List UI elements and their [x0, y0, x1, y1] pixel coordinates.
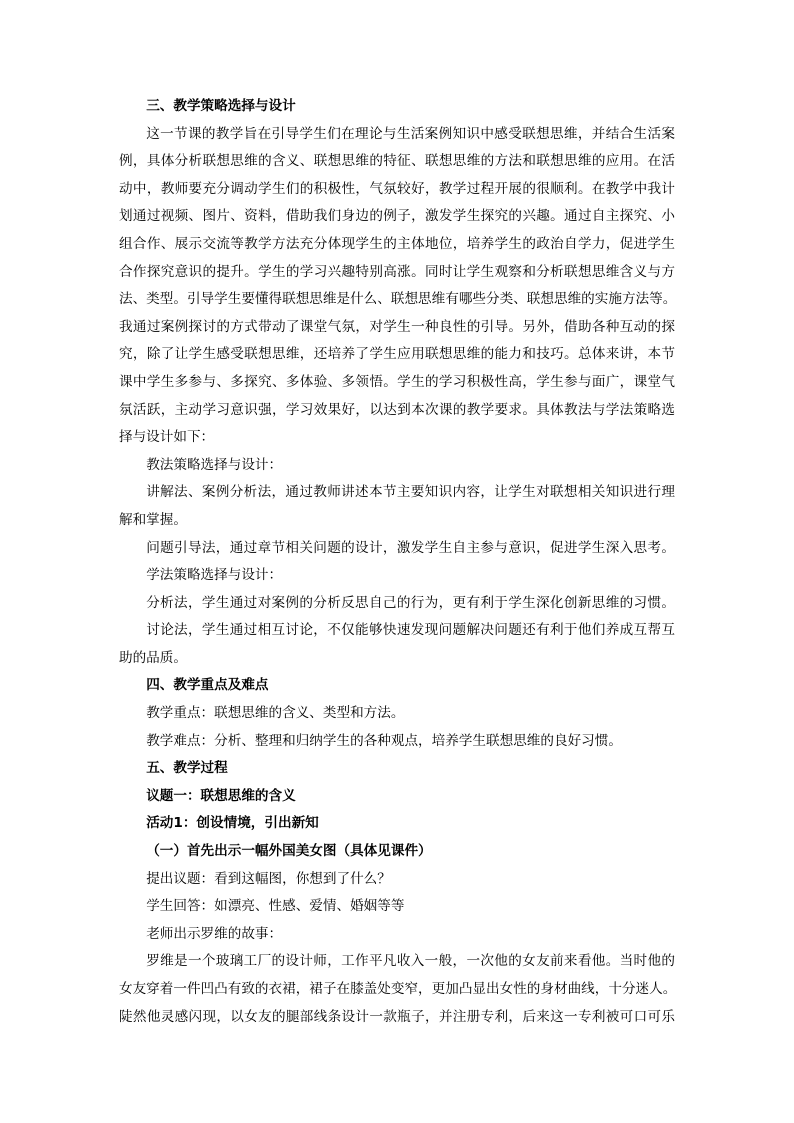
subheading-learning-method: 学法策略选择与设计：	[146, 567, 283, 584]
paragraph-line: 讨论法，学生通过相互讨论，不仅能够快速发现问题解决问题还有利于他们养成互帮互	[146, 622, 675, 639]
paragraph-line: 例，具体分析联想思维的含义、联想思维的特征、联想思维的方法和联想思维的应用。在活	[119, 153, 675, 170]
paragraph-line: 陡然他灵感闪现，以女友的腿部线条设计一款瓶子，并注册专利，后来这一专利被可口可乐	[119, 1008, 675, 1025]
paragraph-line: 问题引导法，通过章节相关问题的设计，激发学生自主参与意识，促进学生深入思考。	[146, 539, 675, 556]
section-heading-key-points: 四、教学重点及难点	[146, 677, 269, 694]
paragraph-line: 女友穿着一件凹凸有致的衣裙，裙子在膝盖处变窄，更加凸显出女性的身材曲线，十分迷人。	[119, 981, 677, 997]
paragraph-line: 讲解法、案例分析法，通过教师讲述本节主要知识内容，让学生对联想相关知识进行理	[146, 484, 675, 501]
paragraph-line: 解和掌握。	[119, 511, 187, 528]
paragraph-line: 教学重点：联想思维的含义、类型和方法。	[146, 705, 405, 722]
paragraph-line: 合作探究意识的提升。学生的学习兴趣特别高涨。同时让学生观察和分析联想思维含义与方	[119, 263, 675, 280]
paragraph-line: 动中，教师要充分调动学生们的积极性，气氛较好，教学过程开展的很顺利。在教学中我计	[119, 180, 675, 197]
section-heading-process: 五、教学过程	[146, 760, 228, 777]
paragraph-line: 组合作、展示交流等教学方法充分体现学生的主体地位，培养学生的政治自学力，促进学生	[119, 235, 675, 252]
paragraph-line: 老师出示罗维的故事：	[146, 925, 283, 942]
subheading-teaching-method: 教法策略选择与设计：	[146, 456, 283, 473]
paragraph-line: 教学难点：分析、整理和归纳学生的各种观点，培养学生联想思维的良好习惯。	[146, 732, 622, 749]
paragraph-line: 法、类型。引导学生要懂得联想思维是什么、联想思维有哪些分类、联想思维的实施方法等。	[119, 291, 677, 308]
paragraph-line: 罗维是一个玻璃工厂的设计师，工作平凡收入一般，一次他的女友前来看他。当时他的	[146, 953, 675, 970]
paragraph-line: 助的品质。	[119, 649, 187, 666]
step-heading: （一）首先出示一幅外国美女图（具体见课件）	[146, 843, 432, 860]
paragraph-line: 分析法，学生通过对案例的分析反思自己的行为，更有利于学生深化创新思维的习惯。	[146, 594, 675, 611]
paragraph-line: 择与设计如下：	[119, 429, 215, 446]
paragraph-line: 这一节课的教学旨在引导学生们在理论与生活案例知识中感受联想思维，并结合生活案	[146, 125, 675, 142]
section-heading-strategy: 三、教学策略选择与设计	[146, 98, 296, 114]
paragraph-line: 划通过视频、图片、资料，借助我们身边的例子，激发学生探究的兴趣。通过自主探究、小	[119, 208, 675, 225]
paragraph-line: 课中学生多参与、多探究、多体验、多领悟。学生的学习积极性高，学生参与面广，课堂气	[119, 373, 675, 390]
paragraph-line: 究，除了让学生感受联想思维，还培养了学生应用联想思维的能力和技巧。总体来讲，本节	[119, 346, 675, 363]
paragraph-line: 提出议题：看到这幅图，你想到了什么？	[146, 870, 391, 887]
topic-heading: 议题一：联想思维的含义	[146, 787, 296, 804]
document-body	[119, 93, 675, 1031]
paragraph-line: 我通过案例探讨的方式带动了课堂气氛，对学生一种良性的引导。另外，借助各种互动的探	[119, 318, 675, 335]
paragraph-line: 学生回答：如漂亮、性感、爱情、婚姻等等	[146, 898, 405, 915]
paragraph-line: 氛活跃，主动学习意识强，学习效果好，以达到本次课的教学要求。具体教法与学法策略选	[119, 401, 675, 418]
activity-heading: 活动1：创设情境，引出新知	[146, 815, 319, 832]
